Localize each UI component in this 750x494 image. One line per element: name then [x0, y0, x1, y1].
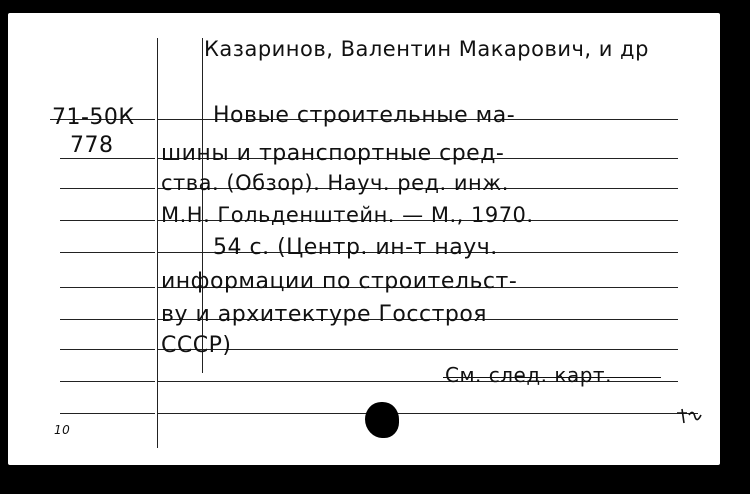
catalog-card: [8, 13, 720, 465]
ruled-line: [158, 349, 678, 350]
corner-number: 10: [54, 423, 71, 437]
ruled-line: [60, 349, 155, 350]
author-heading: Казаринов, Валентин Макарович, и др: [204, 37, 649, 61]
ruled-line: [60, 413, 155, 414]
description-line-6: информации по строительст-: [161, 269, 518, 294]
ruled-line: [60, 158, 155, 159]
title-line-1: Новые строительные ма-: [213, 103, 516, 128]
title-line-4: М.Н. Гольденштейн. — М., 1970.: [161, 203, 534, 227]
ruled-line: [158, 413, 698, 414]
description-line-8: СССР): [161, 333, 232, 358]
ruled-line: [60, 287, 155, 288]
title-line-2: шины и транспортные сред-: [161, 141, 505, 166]
title-line-3: ства. (Обзор). Науч. ред. инж.: [161, 171, 509, 195]
ruled-line: [60, 220, 155, 221]
ruled-line: [60, 252, 155, 253]
ruled-line: [60, 319, 155, 320]
checkmark-scribble-icon: [675, 405, 705, 427]
call-number-primary: 71-50К: [52, 105, 135, 130]
call-number-secondary: 778: [70, 133, 114, 158]
description-line-5: 54 с. (Центр. ин-т науч.: [213, 235, 498, 260]
margin-line-left: [157, 38, 158, 448]
continued-note: См. след. карт.: [445, 363, 612, 387]
description-line-7: ву и архитектуре Госстроя: [161, 302, 488, 327]
ruled-line: [60, 188, 155, 189]
punch-hole: [365, 402, 399, 438]
note-strike: [443, 377, 661, 378]
ruled-line: [60, 381, 155, 382]
